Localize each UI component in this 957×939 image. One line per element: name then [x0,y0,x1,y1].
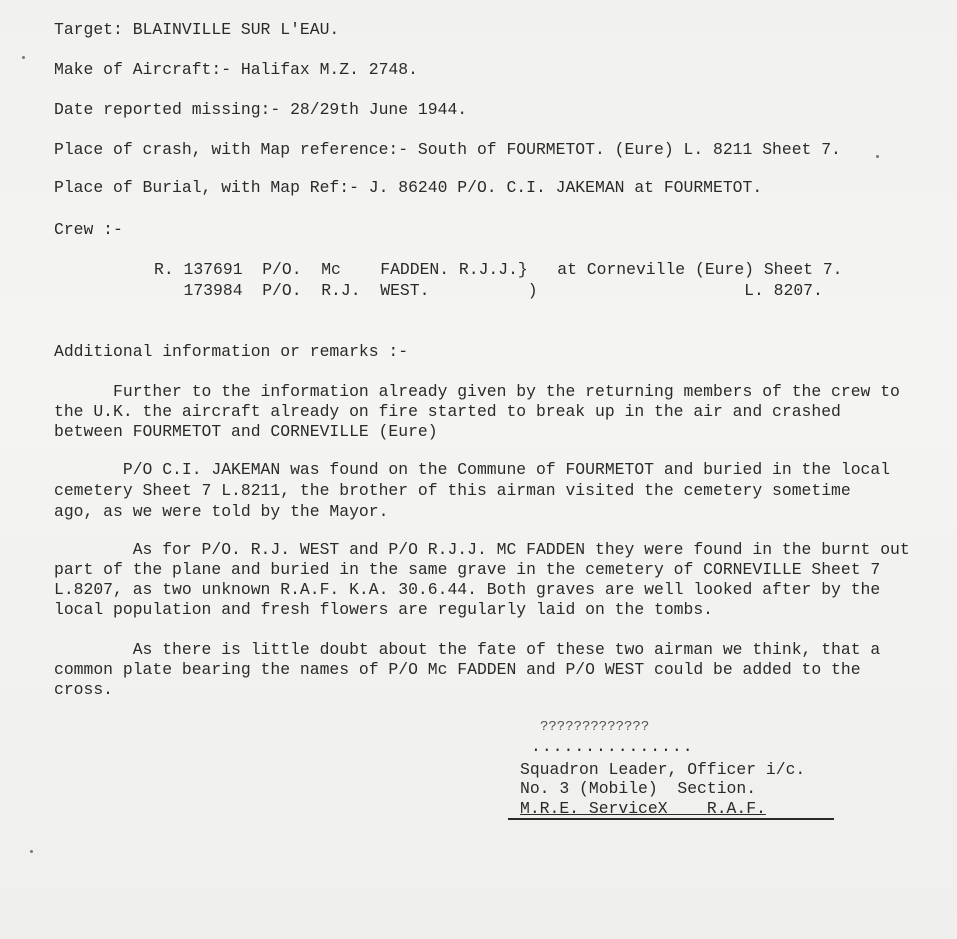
paper-speck [30,850,33,853]
aircraft-line: Make of Aircraft:- Halifax M.Z. 2748. [54,60,418,79]
crew-member-2: 173984 P/O. R.J. WEST. ) L. 8207. [154,281,823,300]
signature-dots: ............... [531,737,694,756]
paragraph-3-line: part of the plane and buried in the same grave in the cemetery of CORNEVILLE Sheet 7 [54,560,881,579]
paper-speck [876,155,879,158]
paragraph-1-line: the U.K. the aircraft already on fire started to break up in the air and crashed [54,402,841,421]
remarks-heading: Additional information or remarks :- [54,342,409,361]
paragraph-4-line: As there is little doubt about the fate of these two airman we think, that a [54,640,881,659]
date-missing-line: Date reported missing:- 28/29th June 1944. [54,100,468,119]
paragraph-3-line: As for P/O. R.J. WEST and P/O R.J.J. MC FADDEN they were found in the burnt out [54,540,910,559]
paragraph-3-line: local population and fresh flowers are regularly laid on the tombs. [54,600,714,619]
signature-unit: No. 3 (Mobile) Section. [520,779,757,798]
paper-speck [22,56,25,59]
paragraph-1-line: Further to the information already given by the returning members of the crew to [54,382,900,401]
crew-label: Crew :- [54,220,123,239]
signature-name: ????????????? [540,719,650,735]
signature-underline [508,818,834,820]
crew-member-1: R. 137691 P/O. Mc FADDEN. R.J.J.} at Corneville (Eure) Sheet 7. [154,260,843,279]
target-line: Target: BLAINVILLE SUR L'EAU. [54,20,340,39]
crash-place-line: Place of crash, with Map reference:- South of FOURMETOT. (Eure) L. 8211 Sheet 7. [54,140,841,159]
paragraph-2-line: ago, as we were told by the Mayor. [54,502,389,521]
paragraph-1-line: between FOURMETOT and CORNEVILLE (Eure) [54,422,438,441]
paragraph-4-line: cross. [54,680,114,699]
signature-service: M.R.E. ServiceX R.A.F. [520,799,766,818]
signature-title: Squadron Leader, Officer i/c. [520,760,806,779]
paragraph-2-line: P/O C.I. JAKEMAN was found on the Commune of FOURMETOT and buried in the local [54,460,891,479]
paragraph-3-line: L.8207, as two unknown R.A.F. K.A. 30.6.44. Both graves are well looked after by the [54,580,881,599]
burial-place-line: Place of Burial, with Map Ref:- J. 86240 P/O. C.I. JAKEMAN at FOURMETOT. [54,178,763,197]
paragraph-2-line: cemetery Sheet 7 L.8211, the brother of this airman visited the cemetery sometime [54,481,851,500]
paragraph-4-line: common plate bearing the names of P/O Mc FADDEN and P/O WEST could be added to the [54,660,861,679]
